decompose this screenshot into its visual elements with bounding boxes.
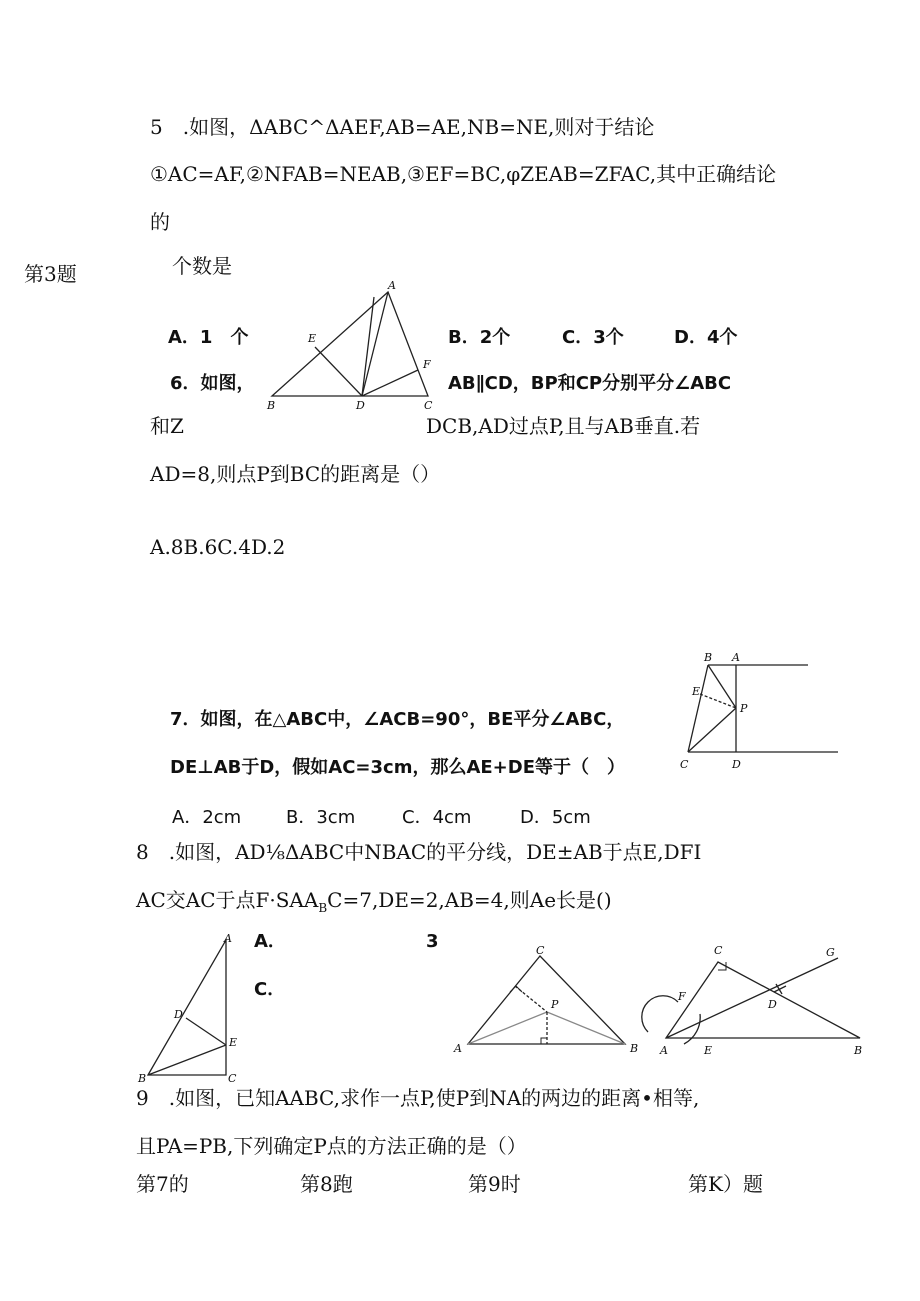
figure-q8-right-triangle — [136, 930, 246, 1085]
figure-q3-triangle — [262, 278, 442, 413]
fig1-label-e: E — [308, 332, 317, 345]
caption-figure-7: 第7的 — [136, 1172, 189, 1196]
fig2-label-d: D — [732, 758, 741, 771]
fig4-label-a: A — [454, 1042, 462, 1055]
q7-option-c: C．4cm — [402, 807, 472, 828]
q7-line2: DE⊥AB于D，假如AC=3cm，那么AE+DE等于（ ） — [170, 757, 625, 778]
q6-options: A.8B.6C.4D.2 — [150, 535, 286, 559]
fig1-label-f: F — [423, 358, 431, 371]
fig3-label-d: D — [174, 1008, 183, 1021]
fig1-label-a: A — [388, 279, 396, 292]
q8-line2-pre: AC交AC于点F·SAA — [136, 888, 319, 912]
fig2-label-b: B — [704, 651, 713, 664]
fig5-label-d: D — [768, 998, 777, 1011]
q6-line1a: 6．如图， — [170, 373, 255, 394]
q9-line2: 且PA=PB,下列确定P点的方法正确的是（） — [136, 1134, 527, 1158]
caption-figure-9: 第9时 — [468, 1172, 521, 1196]
fig5-label-a: A — [660, 1044, 668, 1057]
q8-line2 — [136, 888, 612, 920]
q5-option-c: C．3个 — [562, 327, 624, 348]
q5-side-label: 第3题 — [24, 262, 77, 286]
fig4-label-c: C — [536, 944, 545, 957]
q8-line1: 8 .如图，AD⅛ΔABC中NBAC的平分线，DE±AB于点E,DFI — [136, 840, 702, 864]
q6-line2a: 和Z — [150, 414, 184, 438]
fig1-label-b: B — [267, 399, 276, 412]
caption-figure-10: 第K）题 — [688, 1172, 763, 1196]
q8-option-number: 3 — [426, 931, 439, 952]
fig3-label-b: B — [138, 1072, 147, 1085]
q7-line1: 7．如图，在△ABC中，∠ACB=90°，BE平分∠ABC， — [170, 709, 625, 730]
fig4-label-b: B — [630, 1042, 639, 1055]
q6-line2b: DCB,AD过点P,且与AB垂直.若 — [426, 414, 701, 438]
fig3-label-c: C — [228, 1072, 237, 1085]
fig3-label-e: E — [229, 1036, 238, 1049]
q8-line2-sub: B — [318, 901, 328, 915]
fig2-label-c: C — [680, 758, 689, 771]
fig2-label-a: A — [732, 651, 740, 664]
fig2-label-e: E — [692, 685, 701, 698]
q5-line2: ①AC=AF,②NFAB=NEAB,③EF=BC,φZEAB=ZFAC,其中正确结论 — [150, 162, 777, 186]
q8-line2-post: C=7,DE=2,AB=4,则Ae长是() — [327, 888, 612, 912]
fig1-label-d: D — [356, 399, 365, 412]
q5-line1: 5 .如图，ΔABC^ΔAEF,AB=AE,NB=NE,则对于结论 — [150, 115, 655, 139]
fig4-label-p: P — [551, 998, 559, 1011]
q8-option-c: C． — [254, 979, 286, 1000]
fig5-label-f: F — [678, 990, 686, 1003]
fig5-label-g: G — [826, 946, 835, 959]
fig5-label-c: C — [714, 944, 723, 957]
fig5-label-b: B — [854, 1044, 863, 1057]
fig5-label-e: E — [704, 1044, 713, 1057]
q5-option-b: B．2个 — [448, 327, 511, 348]
figure-q7-parallel-lines — [680, 648, 840, 773]
q7-option-b: B．3cm — [286, 807, 356, 828]
q9-line1: 9 .如图，已知AABC,求作一点P,使P到NA的两边的距离•相等, — [136, 1086, 700, 1110]
q5-option-a: A．1 个 — [168, 327, 249, 348]
figure-q9-triangle-point — [450, 944, 650, 1059]
q7-option-a: A．2cm — [172, 807, 242, 828]
q5-option-d: D．4个 — [674, 327, 738, 348]
caption-figure-8: 第8跑 — [300, 1172, 353, 1196]
fig1-label-c: C — [424, 399, 433, 412]
q7-option-d: D．5cm — [520, 807, 591, 828]
fig2-label-p: P — [740, 702, 748, 715]
figure-q10-construction — [648, 940, 868, 1065]
q6-line1b: AB∥CD，BP和CP分别平分∠ABC — [448, 373, 732, 394]
q6-line3: AD=8,则点P到BC的距离是（） — [150, 462, 441, 486]
q5-line3: 的 — [150, 210, 170, 234]
q5-line4: 个数是 — [172, 254, 232, 278]
q8-option-a: A． — [254, 931, 286, 952]
fig3-label-a: A — [224, 932, 232, 945]
